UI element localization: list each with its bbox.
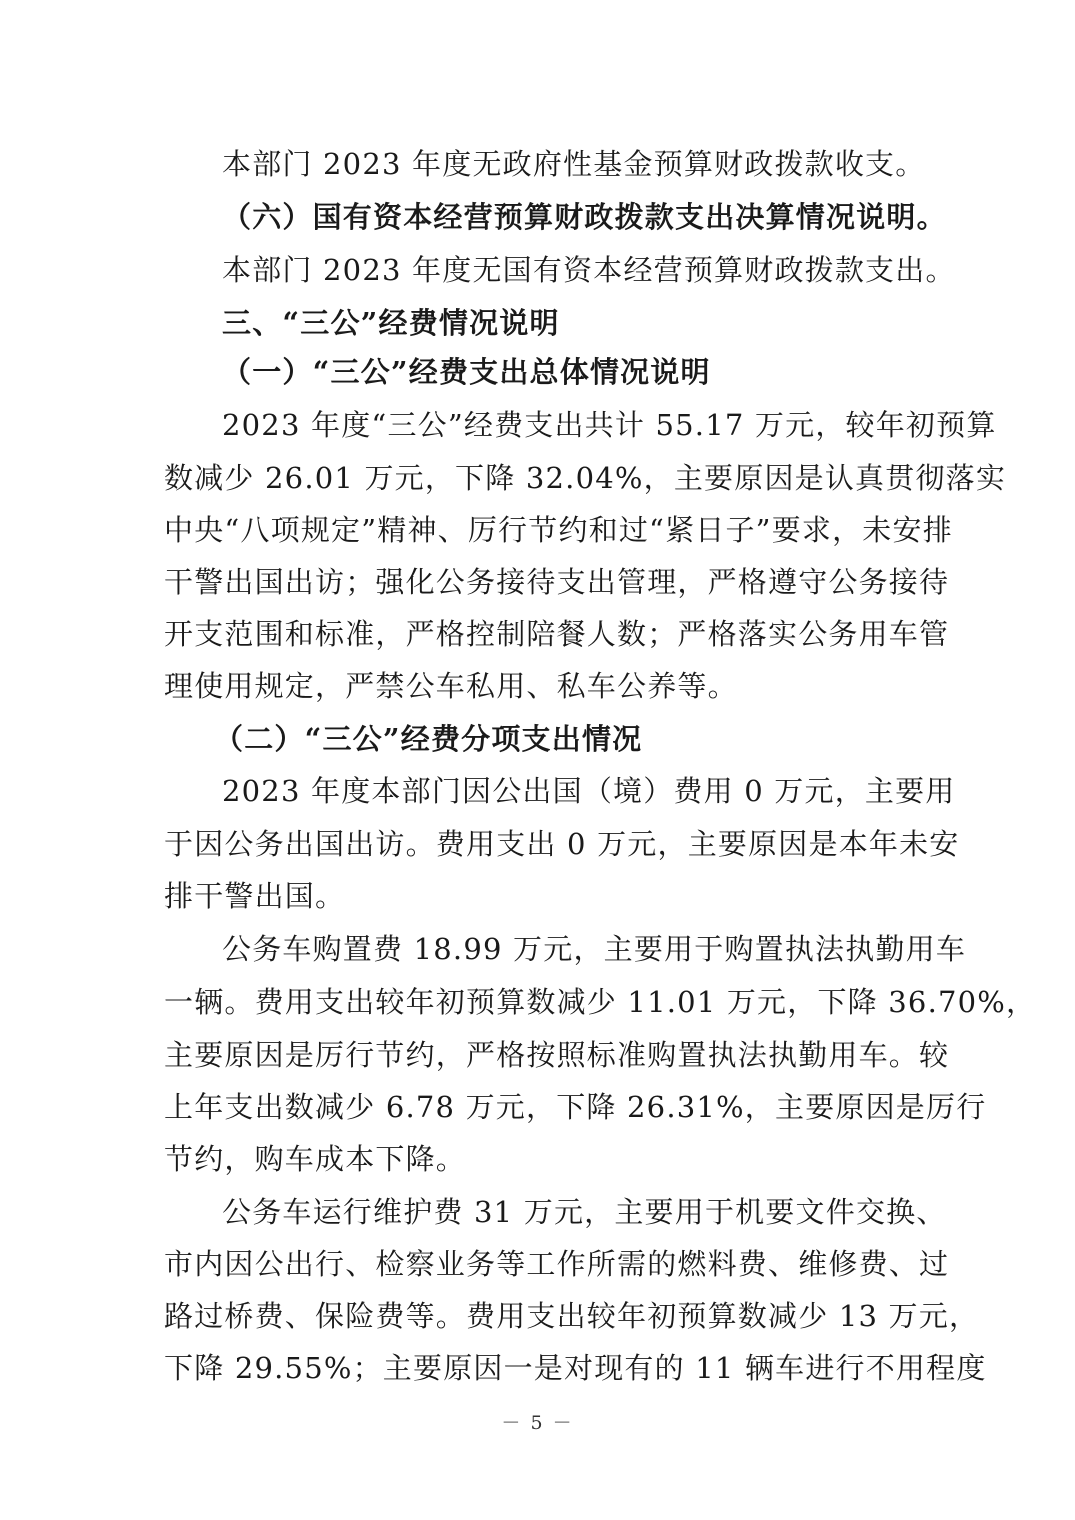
paragraph-line: 开支范围和标准，严格控制陪餐人数；严格落实公务用车管 [164, 617, 950, 651]
paragraph-line: 本部门 2023 年度无国有资本经营预算财政拨款支出。 [222, 253, 956, 287]
paragraph-line: 节约，购车成本下降。 [164, 1142, 467, 1176]
paragraph-line: 2023 年度本部门因公出国（境）费用 0 万元，主要用 [222, 774, 956, 808]
paragraph-line: 本部门 2023 年度无政府性基金预算财政拨款收支。 [222, 147, 926, 181]
paragraph-line: 市内因公出行、检察业务等工作所需的燃料费、维修费、过 [164, 1247, 950, 1281]
paragraph-line: 干警出国出访；强化公务接待支出管理，严格遵守公务接待 [164, 565, 950, 599]
paragraph-line: 理使用规定，严禁公车私用、私车公养等。 [164, 669, 738, 703]
paragraph-line: 主要原因是厉行节约，严格按照标准购置执法执勤用车。较 [164, 1038, 950, 1072]
paragraph-line: 2023 年度“三公”经费支出共计 55.17 万元，较年初预算 [222, 408, 997, 442]
paragraph-line: 下降 29.55%；主要原因一是对现有的 11 辆车进行不用程度 [164, 1351, 987, 1385]
paragraph-line: 路过桥费、保险费等。费用支出较年初预算数减少 13 万元， [164, 1299, 980, 1333]
paragraph-line: 于因公务出国出访。费用支出 0 万元，主要原因是本年未安 [164, 827, 960, 861]
subsection-heading: （一）“三公”经费支出总体情况说明 [222, 355, 711, 389]
paragraph-line: 上年支出数减少 6.78 万元，下降 26.31%，主要原因是厉行 [164, 1090, 987, 1124]
page-number: － 5 － [501, 1412, 574, 1434]
paragraph-line: 数减少 26.01 万元，下降 32.04%，主要原因是认真贯彻落实 [164, 461, 1007, 495]
subsection-heading: （二）“三公”经费分项支出情况 [214, 722, 643, 756]
paragraph-line: 中央“八项规定”精神、厉行节约和过“紧日子”要求，未安排 [164, 513, 953, 547]
paragraph-line: 公务车运行维护费 31 万元，主要用于机要文件交换、 [222, 1195, 947, 1229]
paragraph-line: 公务车购置费 18.99 万元，主要用于购置执法执勤用车 [222, 932, 967, 966]
paragraph-line: 排干警出国。 [164, 879, 346, 913]
section-heading: （六）国有资本经营预算财政拨款支出决算情况说明。 [222, 200, 947, 234]
section-heading: 三、“三公”经费情况说明 [222, 306, 560, 340]
paragraph-line: 一辆。费用支出较年初预算数减少 11.01 万元，下降 36.70%， [164, 985, 1037, 1019]
